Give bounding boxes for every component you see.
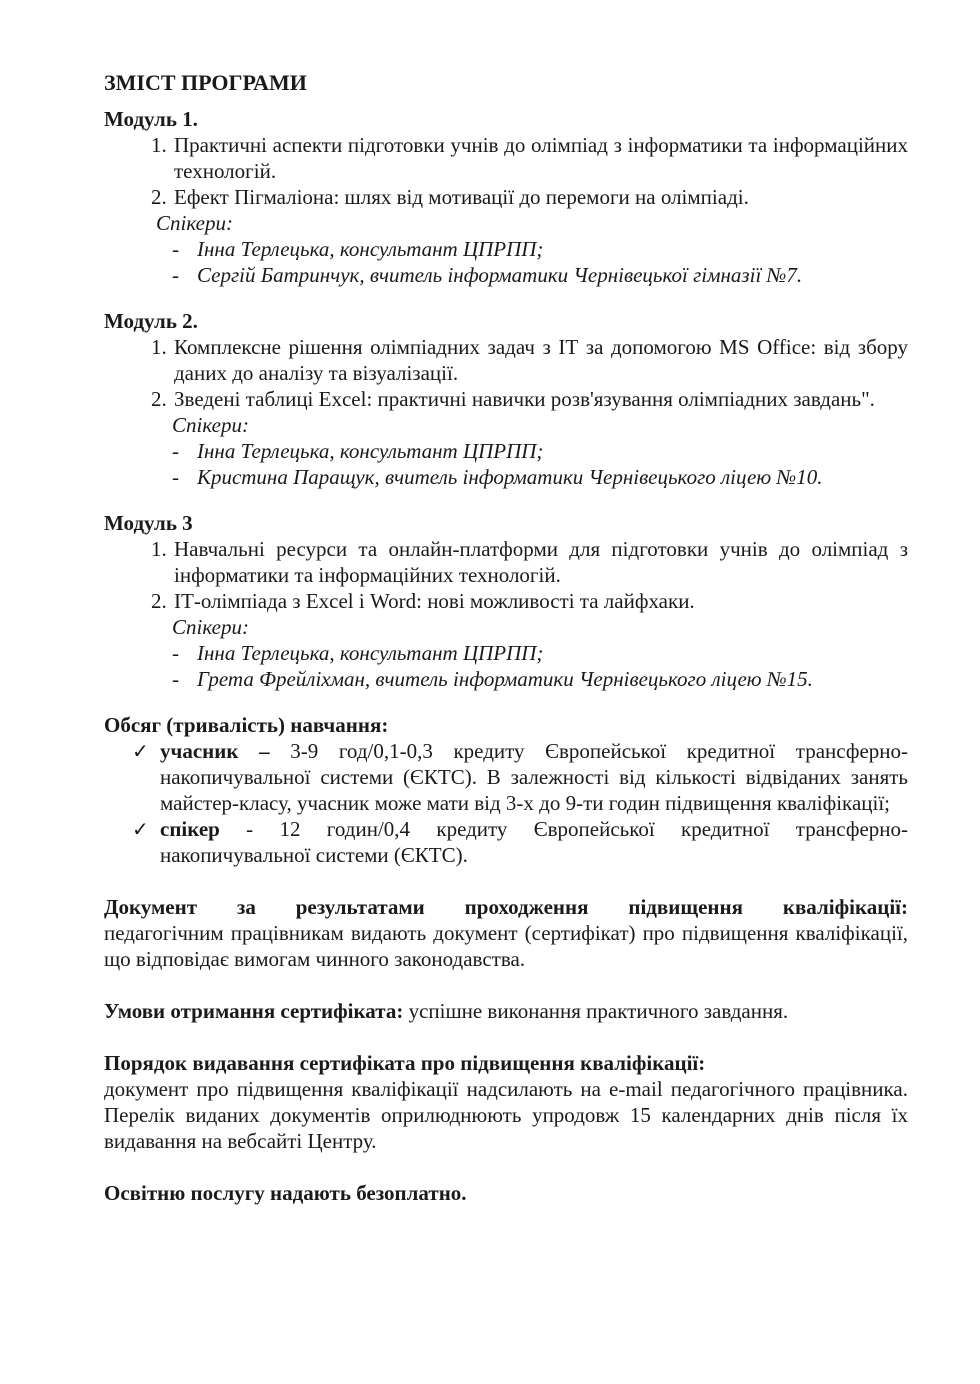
speakers-label: Спікери: xyxy=(172,615,249,639)
duration-section xyxy=(104,712,908,868)
topic-item: 1. Комплексне рішення олімпіадних задач з ІТ за допомогою MS Office: від збору даних до аналізу та візуалізації. xyxy=(172,334,908,386)
topic-item: 2. Зведені таблиці Excel: практичні навички розв'язування олімпіадних завдань". xyxy=(172,386,908,412)
speaker-item: - Грета Фрейліхман, вчитель інформатики Чернівецького ліцею №15. xyxy=(172,666,908,692)
topic-item: 1. Навчальні ресурси та онлайн-платформи для підготовки учнів до олімпіад з інформатики та інформаційних технологій. xyxy=(172,536,908,588)
free-service-note: Освітню послугу надають безоплатно. xyxy=(104,1181,467,1205)
speaker-item: - Інна Терлецька, консультант ЦПРПП; xyxy=(172,640,908,666)
duration-speaker xyxy=(132,816,909,868)
speaker-item: - Кристина Паращук, вчитель інформатики Чернівецького ліцею №10. xyxy=(172,464,908,490)
issuing-heading: Порядок видавання сертифіката про підвищення кваліфікації: xyxy=(104,1051,706,1075)
role-label: учасник – xyxy=(160,739,270,763)
speaker-list xyxy=(104,236,908,288)
issuing-section xyxy=(104,1050,908,1154)
speaker-list xyxy=(104,640,908,692)
page-title: ЗМІСТ ПРОГРАМИ xyxy=(104,70,307,95)
document-section xyxy=(104,894,908,972)
speaker-item: - Інна Терлецька, консультант ЦПРПП; xyxy=(172,236,908,262)
topic-list xyxy=(104,536,908,614)
topic-item: 1. Практичні аспекти підготовки учнів до олімпіад з інформатики та інформаційних технологій. xyxy=(172,132,908,184)
checkmark-icon: ✓ xyxy=(132,739,149,763)
duration-list xyxy=(104,738,908,868)
role-text: - 12 годин/0,4 кредиту Європейської кредитної трансферно-накопичувальної системи (ЄКТС). xyxy=(160,817,909,867)
conditions-text: успішне виконання практичного завдання. xyxy=(408,999,789,1023)
topic-item: 2. ІТ-олімпіада з Excel і Word: нові можливості та лайфхаки. xyxy=(172,588,908,614)
topic-list xyxy=(104,334,908,412)
speaker-item: - Інна Терлецька, консультант ЦПРПП; xyxy=(172,438,908,464)
module-1 xyxy=(104,106,908,288)
role-label: спікер xyxy=(160,817,220,841)
topic-list xyxy=(104,132,908,210)
checkmark-icon: ✓ xyxy=(132,817,149,841)
conditions-section xyxy=(104,998,908,1024)
conditions-heading: Умови отримання сертифіката: xyxy=(104,999,404,1023)
module-3 xyxy=(104,510,908,692)
speaker-item: - Сергій Батринчук, вчитель інформатики Чернівецької гімназії №7. xyxy=(172,262,908,288)
role-text: 3-9 год/0,1-0,3 кредиту Європейської кредитної трансферно-накопичувальної системи (ЄКТС). В залежності від кількості відвіданих занять майстер-класу, учасник може мати від 3-х до 9-ти годин підвищення кваліфікації; xyxy=(160,739,908,815)
duration-heading: Обсяг (тривалість) навчання: xyxy=(104,713,389,737)
module-heading: Модуль 1. xyxy=(104,107,198,131)
module-heading: Модуль 2. xyxy=(104,309,198,333)
speaker-list xyxy=(104,438,908,490)
module-2 xyxy=(104,308,908,490)
document-heading: Документ за результатами проходження підвищення кваліфікації: xyxy=(104,895,908,919)
speakers-label: Спікери: xyxy=(156,211,233,235)
duration-participant xyxy=(132,738,908,816)
topic-item: 2. Ефект Пігмаліона: шлях від мотивації до перемоги на олімпіаді. xyxy=(172,184,908,210)
document-text: педагогічним працівникам видають документ (сертифікат) про підвищення кваліфікації, що відповідає вимогам чинного законодавства. xyxy=(104,921,908,971)
module-heading: Модуль 3 xyxy=(104,511,193,535)
speakers-label: Спікери: xyxy=(172,413,249,437)
issuing-text: документ про підвищення кваліфікації надсилають на e-mail педагогічного працівника. Перелік виданих документів оприлюднюють упродовж 15 календарних днів після їх видавання на вебсайті Центру. xyxy=(104,1077,908,1153)
